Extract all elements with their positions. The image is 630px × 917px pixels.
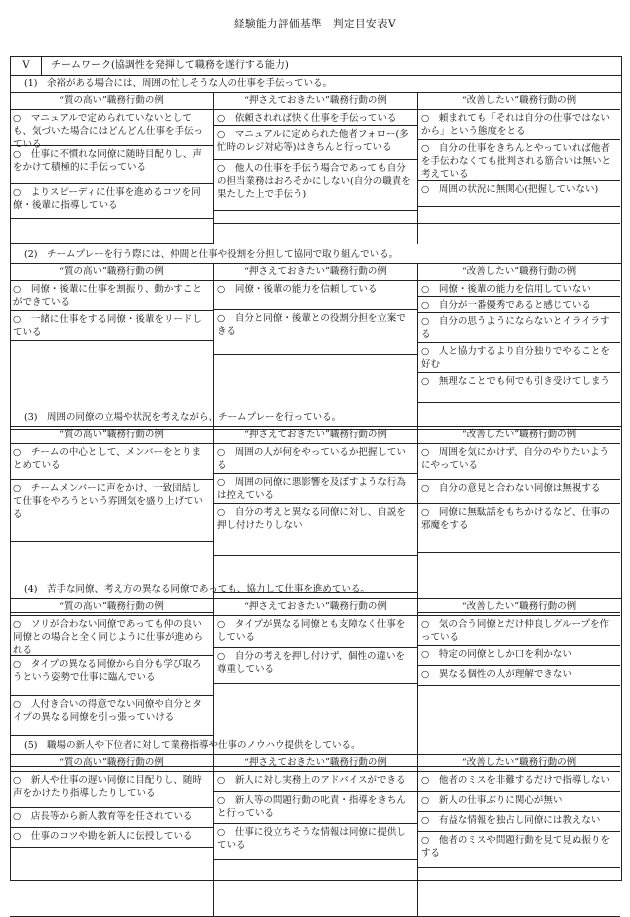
column-header: “押さえておきたい”職務行動の例 [214,427,417,444]
behavior-text: 周囲の同僚に悪影響を及ぼすような行為は控えている [217,477,406,501]
behavior-text: 自分の考えと異なる同僚に対し、自説を押し付けたりしない [217,507,406,531]
circle-bullet-icon: ○ [13,447,22,458]
behavior-text: 新人や仕事の遅い同僚に目配りし、随時声をかけたり指導したりしている [13,775,202,799]
circle-bullet-icon: ○ [217,447,226,458]
behavior-text: ソリが合わない同僚であっても仲の良い同僚との場合と全く同じように仕事が進められる [13,619,204,656]
behavior-example [214,281,417,310]
behavior-example [418,832,620,868]
behavior-example [418,181,620,207]
circle-bullet-icon: ○ [421,316,430,327]
behavior-example [418,666,620,686]
circle-bullet-icon: ○ [421,143,430,154]
behavior-text: タイプが異なる同僚とも支障なく仕事をしている [217,619,406,643]
behavior-text: 新人に対し実務上のアドバイスができる [234,775,406,786]
behavior-text: マニュアルに定められた他者フォロー(多忙時のレジ対応等)はきちんと行っている [217,129,409,153]
behavior-text: 自分の意見と合わない同僚は無視する [438,483,601,494]
circle-bullet-icon: ○ [13,659,22,670]
behavior-text: マニュアルで定められていないとしても、気づいた場合にはどんどん仕事を手伝っている [13,113,204,150]
behavior-example [214,504,417,556]
behavior-text: 同僚・後輩に仕事を割振り、動かすことができている [13,284,202,308]
behavior-example [418,373,620,403]
behavior-example [214,310,417,355]
behavior-text: 異なる個性の人が理解できない [438,669,572,680]
criteria-column [214,755,418,917]
column-header: “押さえておきたい”職務行動の例 [214,264,417,281]
circle-bullet-icon: ○ [217,619,226,630]
behavior-example [10,444,213,480]
behavior-text: 自分が一番優秀であると感じている [438,300,591,311]
behavior-example [214,648,417,684]
circle-bullet-icon: ○ [421,507,430,518]
section-title: (5) 職場の新人や下位者に対して業務指導や仕事のノウハウ提供をしている。 [10,738,622,755]
behavior-text: 仕事のコツや勘を新人に伝授している [30,831,193,842]
circle-bullet-icon: ○ [217,827,226,838]
behavior-example [10,616,213,656]
behavior-example [10,311,213,341]
behavior-example [214,792,417,824]
behavior-example [10,184,213,219]
criteria-column [214,93,418,244]
circle-bullet-icon: ○ [217,651,226,662]
circle-bullet-icon: ○ [13,149,22,160]
column-header: “改善したい”職務行動の例 [418,427,620,444]
section-title: (2) チームプレーを行う際には、仲間と仕事や役割を分担して協同で取り組んでいる。 [10,247,622,264]
behavior-example [214,772,417,792]
section-title: (1) 余裕がある場合には、周囲の忙しそうな人の仕事を手伝っている。 [10,76,622,93]
behavior-example [418,792,620,812]
empty-cell [214,860,417,917]
column-header: “質の高い”職務行動の例 [10,93,213,110]
behavior-example [214,160,417,211]
behavior-example [214,616,417,648]
behavior-text: 依頼されれば快く仕事を手伝っている [234,113,397,124]
column-header: “改善したい”職務行動の例 [418,264,620,281]
behavior-example [10,828,213,848]
circle-bullet-icon: ○ [13,187,22,198]
circle-bullet-icon: ○ [217,795,226,806]
criteria-column [10,264,214,430]
criteria-column [418,93,620,244]
column-header: “押さえておきたい”職務行動の例 [214,755,417,772]
section-columns [10,755,622,917]
criteria-column [214,264,418,430]
behavior-text: 同僚・後輩の能力を信頼している [234,284,378,295]
behavior-example [10,146,213,184]
behavior-text: 仕事に不慣れな同僚に随時目配りし、声をかけて積極的に手伝っている [13,149,202,173]
behavior-text: 周囲を気にかけず、自分のやりたいようにやっている [421,447,610,471]
circle-bullet-icon: ○ [421,669,430,680]
circle-bullet-icon: ○ [421,447,430,458]
behavior-text: 人付き合いの得意でない同僚や自分とタイプの異なる同僚を引っ張っていける [13,699,202,723]
behavior-example [214,126,417,160]
behavior-text: 他人の仕事を手伝う場合であっても自分の担当業務はおろそかにしない(自分の職責を果たした上で手伝う) [217,163,411,200]
criteria-column [10,93,214,244]
behavior-text: 頼まれても「それは自分の仕事ではないから」という態度をとる [421,113,610,137]
criteria-section [10,76,622,244]
circle-bullet-icon: ○ [13,619,22,630]
empty-cell [418,868,620,917]
column-header: “押さえておきたい”職務行動の例 [214,93,417,110]
behavior-text: 新人等の問題行動の叱責・指導をきちんと行っている [217,795,406,819]
circle-bullet-icon: ○ [13,811,22,822]
behavior-example [418,444,620,480]
section-title: (3) 周囲の同僚の立場や状況を考えながら、チームプレーを行っている。 [10,410,622,427]
behavior-text: 気の合う同僚とだけ仲良しグループを作っている [421,619,610,643]
column-header: “改善したい”職務行動の例 [418,599,620,616]
behavior-example [214,110,417,126]
behavior-example [10,110,213,150]
behavior-example [418,646,620,666]
category-code: Ⅴ [11,57,42,75]
section-title: (4) 苦手な同僚、考え方の異なる同僚であっても、協力して仕事を進めている。 [10,582,622,599]
behavior-text: 同僚に無駄話をもちかけるなど、仕事の邪魔をする [421,507,610,531]
behavior-text: チームの中心として、メンバーをとりまとめている [13,447,201,471]
behavior-example [418,343,620,373]
column-header: “質の高い”職務行動の例 [10,264,213,281]
behavior-example [418,480,620,504]
behavior-text: タイプの異なる同僚から自分も学び取ろうという姿勢で仕事に臨んでいる [13,659,202,683]
circle-bullet-icon: ○ [217,113,226,124]
behavior-text: 周囲の人が何をやっているか把握している [217,447,406,471]
behavior-text: 人と協力するより自分独りでやることを好む [421,346,610,370]
behavior-example [10,808,213,828]
section-columns [10,93,622,244]
empty-cell [418,207,620,224]
circle-bullet-icon: ○ [421,184,430,195]
criteria-section [10,247,622,430]
behavior-example [214,824,417,860]
behavior-example [418,616,620,646]
behavior-example [418,297,620,313]
circle-bullet-icon: ○ [217,284,226,295]
section-columns [10,264,622,430]
circle-bullet-icon: ○ [13,831,22,842]
behavior-text: 自分と同僚・後輩との役割分担を立案できる [217,313,406,337]
circle-bullet-icon: ○ [421,300,430,311]
behavior-text: よりスピーディに仕事を進めるコツを同僚・後輩に指導している [13,187,201,211]
behavior-example [10,281,213,311]
column-header: “質の高い”職務行動の例 [10,755,213,772]
circle-bullet-icon: ○ [421,376,430,387]
column-header: “押さえておきたい”職務行動の例 [214,599,417,616]
behavior-example [418,504,620,553]
circle-bullet-icon: ○ [217,129,226,140]
category-header [10,56,622,76]
empty-cell [10,848,213,917]
behavior-example [418,772,620,792]
behavior-example [10,772,213,808]
circle-bullet-icon: ○ [421,113,430,124]
behavior-example [10,480,213,542]
circle-bullet-icon: ○ [217,775,226,786]
behavior-text: 有益な情報を独占し同僚には教えない [438,815,601,826]
circle-bullet-icon: ○ [13,775,22,786]
circle-bullet-icon: ○ [421,815,430,826]
behavior-text: 新人の仕事ぶりに関心が無い [438,795,563,806]
circle-bullet-icon: ○ [421,284,430,295]
behavior-text: 他者のミスや問題行動を見て見ぬ振りをする [421,835,610,859]
behavior-example [10,656,213,696]
column-header: “改善したい”職務行動の例 [418,93,620,110]
circle-bullet-icon: ○ [13,314,22,325]
behavior-text: 仕事に役立ちそうな情報は同僚に提供している [217,827,406,851]
circle-bullet-icon: ○ [217,313,226,324]
circle-bullet-icon: ○ [13,483,22,494]
circle-bullet-icon: ○ [217,507,226,518]
behavior-text: 店長等から新人教育等を任されている [30,811,193,822]
behavior-text: 無理なことでも何でも引き受けてしまう [438,376,610,387]
circle-bullet-icon: ○ [13,284,22,295]
circle-bullet-icon: ○ [421,649,430,660]
circle-bullet-icon: ○ [421,483,430,494]
criteria-section [10,738,622,917]
behavior-example [418,812,620,832]
behavior-text: 他者のミスを非難するだけで指導しない [438,775,610,786]
behavior-text: 特定の同僚としか口を利かない [438,649,572,660]
circle-bullet-icon: ○ [421,795,430,806]
empty-cell [214,211,417,224]
circle-bullet-icon: ○ [13,699,22,710]
circle-bullet-icon: ○ [421,835,430,846]
empty-cell [10,219,213,244]
behavior-example [418,313,620,343]
behavior-text: チームメンバーに声をかけ、一致団結して仕事をやろうという雰囲気を盛り上げている [13,483,204,520]
behavior-text: 自分の思うようにならないとイライラする [421,316,610,340]
circle-bullet-icon: ○ [421,619,430,630]
behavior-example [10,696,213,736]
category-name: チームワーク(協調性を発揮して職務を遂行する能力) [51,60,289,71]
circle-bullet-icon: ○ [217,163,226,174]
behavior-example [214,474,417,504]
circle-bullet-icon: ○ [421,346,430,357]
circle-bullet-icon: ○ [217,477,226,488]
criteria-column [418,755,620,917]
column-header: “質の高い”職務行動の例 [10,427,213,444]
behavior-example [214,444,417,474]
column-header: “改善したい”職務行動の例 [418,755,620,772]
criteria-column [10,755,214,917]
behavior-text: 一緒に仕事をする同僚・後輩をリードしている [13,314,202,338]
column-header: “質の高い”職務行動の例 [10,599,213,616]
behavior-example [418,110,620,140]
behavior-example [418,140,620,181]
behavior-text: 周囲の状況に無関心(把握していない) [438,184,599,195]
behavior-text: 同僚・後輩の能力を信用していない [438,284,591,295]
circle-bullet-icon: ○ [421,775,430,786]
circle-bullet-icon: ○ [13,113,22,124]
criteria-column [418,264,620,430]
document-title: 経験能力評価基準 判定目安表Ⅴ [233,18,397,30]
behavior-text: 自分の考えを押し付けず、個性の違いを尊重している [217,651,406,675]
behavior-text: 自分の仕事をきちんとやっていれば他者を手伝わなくても批判される筋合いは無いと考えている [421,143,612,180]
behavior-example [418,281,620,297]
